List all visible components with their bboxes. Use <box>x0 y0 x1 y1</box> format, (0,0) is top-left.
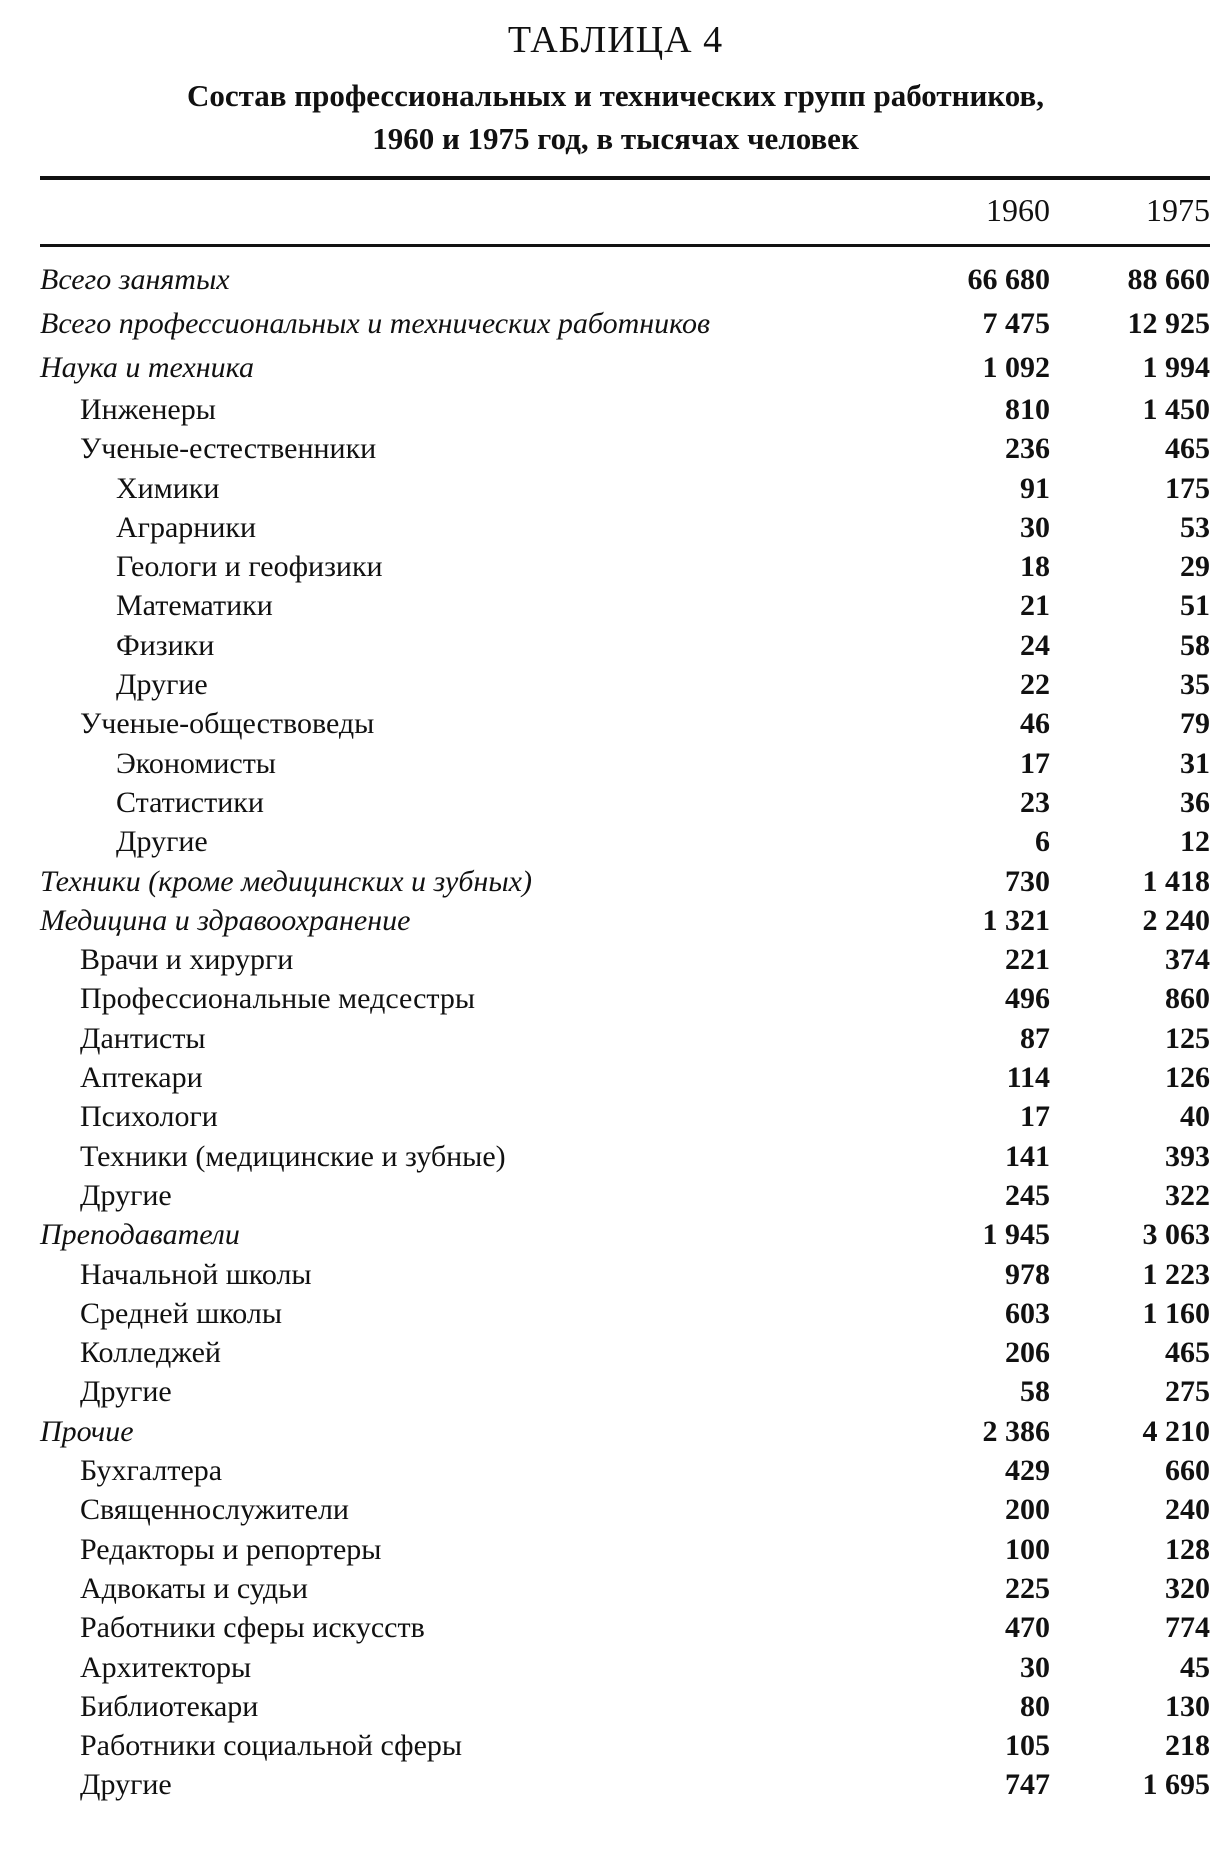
value-1975: 175 <box>1165 471 1210 505</box>
table-row <box>40 979 1220 1018</box>
value-1975: 58 <box>1180 628 1210 662</box>
value-1975: 79 <box>1180 707 1210 741</box>
column-header-1975: 1975 <box>1146 192 1210 228</box>
value-1975: 128 <box>1165 1532 1210 1566</box>
row-label: Дантисты <box>80 1021 206 1055</box>
table-row <box>40 1019 1220 1058</box>
row-label: Всего занятых <box>40 263 230 296</box>
value-1960: 1 945 <box>982 1218 1050 1252</box>
row-label: Профессиональные медсестры <box>80 982 476 1016</box>
table-row <box>40 1294 1220 1333</box>
value-1960: 6 <box>1035 825 1050 859</box>
table-row <box>40 862 1220 901</box>
row-label: Преподаватели <box>40 1218 240 1252</box>
table-row <box>40 1490 1220 1529</box>
row-label: Техники (кроме медицинских и зубных) <box>40 864 532 898</box>
table-row <box>40 508 1220 547</box>
table-title <box>0 74 1231 160</box>
row-label: Другие <box>80 1375 172 1409</box>
table-row <box>40 390 1220 429</box>
row-label: Священнослужители <box>80 1493 349 1527</box>
row-label: Прочие <box>40 1414 134 1448</box>
value-1975: 218 <box>1165 1729 1210 1763</box>
value-1960: 2 386 <box>982 1414 1050 1448</box>
value-1960: 21 <box>1020 589 1050 623</box>
row-label: Ученые-естественники <box>80 432 377 466</box>
value-1975: 53 <box>1180 510 1210 544</box>
row-label: Библиотекари <box>80 1689 259 1723</box>
value-1975: 35 <box>1180 668 1210 702</box>
value-1960: 58 <box>1020 1375 1050 1409</box>
value-1960: 810 <box>1005 393 1050 426</box>
value-1960: 46 <box>1020 707 1050 741</box>
value-1975: 322 <box>1165 1178 1210 1212</box>
value-1975: 12 925 <box>1127 307 1210 340</box>
row-label: Другие <box>116 668 208 702</box>
value-1960: 30 <box>1020 510 1050 544</box>
column-header-1960: 1960 <box>986 192 1050 228</box>
value-1975: 3 063 <box>1142 1218 1210 1252</box>
table-row <box>40 346 1220 390</box>
row-label: Статистики <box>116 785 264 819</box>
value-1960: 206 <box>1005 1336 1050 1370</box>
value-1960: 114 <box>1006 1061 1050 1095</box>
table-row <box>40 469 1220 508</box>
value-1975: 31 <box>1180 746 1210 780</box>
table-row <box>40 1215 1220 1254</box>
row-label: Экономисты <box>116 746 276 780</box>
row-label: Всего профессиональных и технических работников <box>40 307 711 340</box>
value-1975: 1 160 <box>1142 1296 1210 1330</box>
value-1975: 88 660 <box>1127 263 1210 296</box>
row-label: Другие <box>116 825 208 859</box>
value-1960: 221 <box>1005 943 1050 977</box>
value-1960: 141 <box>1005 1139 1050 1173</box>
value-1960: 496 <box>1005 982 1050 1016</box>
value-1960: 91 <box>1020 471 1050 505</box>
row-label: Физики <box>116 628 215 662</box>
value-1975: 275 <box>1165 1375 1210 1409</box>
row-label: Геологи и геофизики <box>116 550 383 584</box>
value-1960: 200 <box>1005 1493 1050 1527</box>
value-1975: 465 <box>1165 432 1210 466</box>
value-1960: 87 <box>1020 1021 1050 1055</box>
row-label: Ученые-обществоведы <box>80 707 375 741</box>
value-1975: 125 <box>1165 1021 1210 1055</box>
value-1960: 17 <box>1020 1100 1050 1134</box>
table-label: ТАБЛИЦА 4 <box>507 19 724 61</box>
value-1960: 17 <box>1020 746 1050 780</box>
row-label: Медицина и здравоохранение <box>40 903 411 937</box>
value-1960: 429 <box>1005 1454 1050 1488</box>
value-1960: 105 <box>1005 1729 1050 1763</box>
value-1975: 12 <box>1180 825 1210 859</box>
value-1975: 36 <box>1180 785 1210 819</box>
value-1960: 22 <box>1020 668 1050 702</box>
table-title-line1: Состав профессиональных и технических групп работников, <box>186 78 1045 113</box>
value-1960: 730 <box>1005 864 1050 898</box>
value-1960: 236 <box>1005 432 1050 466</box>
table-row <box>40 901 1220 940</box>
value-1960: 23 <box>1020 785 1050 819</box>
row-label: Инженеры <box>80 393 216 426</box>
row-label: Средней школы <box>80 1296 283 1330</box>
table-row <box>40 1058 1220 1097</box>
value-1975: 240 <box>1165 1493 1210 1527</box>
table-row <box>40 1569 1220 1608</box>
value-1975: 4 210 <box>1142 1414 1210 1448</box>
row-label: Другие <box>80 1178 172 1212</box>
value-1960: 7 475 <box>982 307 1050 340</box>
value-1975: 29 <box>1180 550 1210 584</box>
table-row <box>40 1137 1220 1176</box>
table-row <box>40 744 1220 783</box>
value-1975: 1 450 <box>1142 393 1210 426</box>
value-1975: 40 <box>1180 1100 1210 1134</box>
row-label: Математики <box>116 589 273 623</box>
table-row <box>40 704 1220 743</box>
value-1960: 603 <box>1005 1296 1050 1330</box>
table-row <box>40 822 1220 861</box>
value-1960: 1 321 <box>982 903 1050 937</box>
row-label: Редакторы и репортеры <box>80 1532 382 1566</box>
table-row <box>40 1333 1220 1372</box>
table-row <box>40 1097 1220 1136</box>
value-1960: 18 <box>1020 550 1050 584</box>
table-body <box>40 258 1220 1805</box>
value-1975: 130 <box>1165 1689 1210 1723</box>
row-label: Врачи и хирурги <box>80 943 294 977</box>
table-row <box>40 1765 1220 1804</box>
table-row <box>40 1530 1220 1569</box>
row-label: Адвокаты и судьи <box>80 1571 308 1605</box>
value-1960: 66 680 <box>967 263 1050 296</box>
row-label: Архитекторы <box>80 1650 252 1684</box>
value-1960: 80 <box>1020 1689 1050 1723</box>
table-row <box>40 429 1220 468</box>
table-row <box>40 1648 1220 1687</box>
value-1975: 374 <box>1165 943 1210 977</box>
value-1975: 2 240 <box>1142 903 1210 937</box>
table-row <box>40 1451 1220 1490</box>
value-1975: 320 <box>1165 1571 1210 1605</box>
table-row <box>40 626 1220 665</box>
value-1975: 393 <box>1165 1139 1210 1173</box>
value-1975: 774 <box>1165 1611 1210 1645</box>
value-1960: 24 <box>1020 628 1050 662</box>
row-label: Техники (медицинские и зубные) <box>80 1139 506 1173</box>
row-label: Начальной школы <box>80 1257 312 1291</box>
value-1975: 1 223 <box>1142 1257 1210 1291</box>
top-rule <box>40 176 1210 180</box>
table-row <box>40 1372 1220 1411</box>
value-1975: 860 <box>1165 982 1210 1016</box>
value-1975: 1 695 <box>1142 1768 1210 1802</box>
table-row <box>40 258 1220 302</box>
row-label: Работники сферы искусств <box>80 1611 425 1645</box>
header-rule <box>40 244 1210 247</box>
value-1960: 100 <box>1005 1532 1050 1566</box>
value-1960: 225 <box>1005 1571 1050 1605</box>
value-1975: 1 994 <box>1142 351 1210 384</box>
value-1960: 747 <box>1005 1768 1050 1802</box>
value-1960: 470 <box>1005 1611 1050 1645</box>
row-label: Бухгалтера <box>80 1454 223 1488</box>
row-label: Психологи <box>80 1100 218 1134</box>
table-row <box>40 1608 1220 1647</box>
table-row <box>40 783 1220 822</box>
table-row <box>40 1726 1220 1765</box>
value-1975: 1 418 <box>1142 864 1210 898</box>
table-row <box>40 1412 1220 1451</box>
row-label: Колледжей <box>80 1336 221 1370</box>
value-1975: 45 <box>1180 1650 1210 1684</box>
row-label: Аграрники <box>116 510 257 544</box>
value-1960: 978 <box>1005 1257 1050 1291</box>
value-1960: 1 092 <box>982 351 1050 384</box>
value-1960: 245 <box>1005 1178 1050 1212</box>
table-row <box>40 1687 1220 1726</box>
table-row <box>40 586 1220 625</box>
value-1975: 465 <box>1165 1336 1210 1370</box>
row-label: Химики <box>116 471 220 505</box>
table-row <box>40 940 1220 979</box>
value-1975: 51 <box>1180 589 1210 623</box>
row-label: Работники социальной сферы <box>80 1729 463 1763</box>
table-row <box>40 302 1220 346</box>
table-row <box>40 665 1220 704</box>
value-1975: 660 <box>1165 1454 1210 1488</box>
value-1960: 30 <box>1020 1650 1050 1684</box>
row-label: Другие <box>80 1768 172 1802</box>
row-label: Аптекари <box>80 1061 203 1095</box>
table-title-line2: 1960 и 1975 год, в тысячах человек <box>372 121 859 156</box>
table-row <box>40 1255 1220 1294</box>
table-row <box>40 1176 1220 1215</box>
value-1975: 126 <box>1165 1061 1210 1095</box>
table-row <box>40 547 1220 586</box>
row-label: Наука и техника <box>40 351 254 384</box>
